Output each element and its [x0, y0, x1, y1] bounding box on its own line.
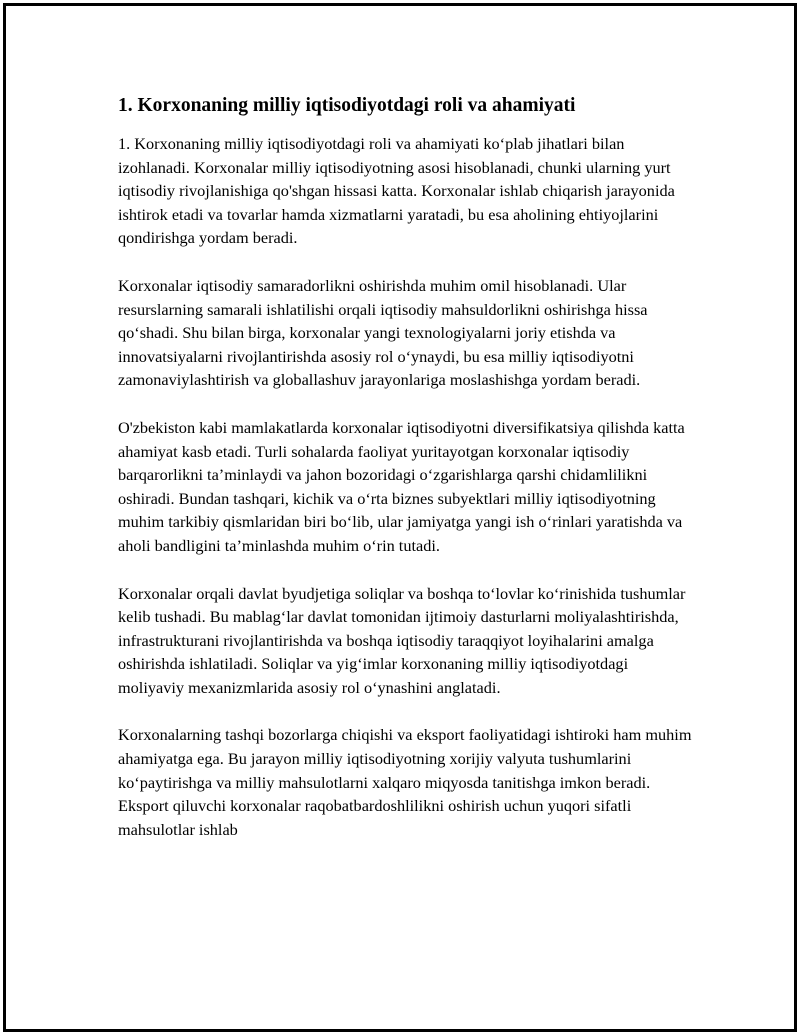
paragraph: Korxonalarning tashqi bozorlarga chiqishi va eksport faoliyatidagi ishtiroki ham muhim ahamiyatga ega. Bu jarayon milliy iqtisodiyotning xorijiy valyuta tushumlarini ko‘paytirishga va milliy mahsulotlarni xalqaro miqyosda tanitishga imkon beradi. Eksport qiluvchi korxonalar raqobatbardoshlilikni oshirish uchun yuqori sifatli mahsulotlar ishlab [118, 725, 692, 839]
document-body [118, 92, 698, 841]
paragraph: Korxonalar orqali davlat byudjetiga soliqlar va boshqa to‘lovlar ko‘rinishida tushumlar kelib tushadi. Bu mablag‘lar davlat tomonidan ijtimoiy dasturlarni moliyalashtirishda, infrastrukturani rivojlantirishda va boshqa iqtisodiy taraqqiyot loyihalarini amalga oshirishda ishlatiladi. Soliqlar va yig‘imlar korxonaning milliy iqtisodiyotdagi moliyaviy mexanizmlarida asosiy rol o‘ynashini anglatadi. [118, 583, 686, 697]
paragraph: Korxonalar iqtisodiy samaradorlikni oshirishda muhim omil hisoblanadi. Ular resurslarning samarali ishlatilishi orqali iqtisodiy mahsuldorlikni oshirishga hissa qo‘shadi. Shu bilan birga, korxonalar yangi texnologiyalarni joriy etishda va innovatsiyalarni rivojlantirishda asosiy rol o‘ynaydi, bu esa milliy iqtisodiyotni zamonaviylashtirish va globallashuv jarayonlariga moslashishga yordam beradi. [118, 275, 648, 390]
paragraph: O'zbekiston kabi mamlakatlarda korxonalar iqtisodiyotni diversifikatsiya qilishda katta ahamiyat kasb etadi. Turli sohalarda faoliyat yuritayotgan korxonalar iqtisodiy barqarorlikni ta’minlaydi va jahon bozoridagi o‘zgarishlarga qarshi chidamlilikni oshiradi. Bundan tashqari, kichik va o‘rta biznes subyektlari milliy iqtisodiyotning muhim tarkibiy qismlaridan biri bo‘lib, ular jamiyatga yangi ish o‘rinlari yaratishda va aholi bandligini ta’minlashda muhim o‘rin tutadi. [118, 417, 685, 555]
document-title: 1. Korxonaning milliy iqtisodiyotdagi roli va ahamiyati [118, 95, 576, 116]
paragraph: 1. Korxonaning milliy iqtisodiyotdagi roli va ahamiyati ko‘plab jihatlari bilan izohlanadi. Korxonalar milliy iqtisodiyotning asosi hisoblanadi, chunki ularning yurt iqtisodiy rivojlanishiga qo'shgan hissasi katta. Korxonalar ishlab chiqarish jarayonida ishtirok etadi va tovarlar hamda xizmatlarni yaratadi, bu esa aholining ehtiyojlarini qondirishga yordam beradi. [118, 134, 675, 248]
